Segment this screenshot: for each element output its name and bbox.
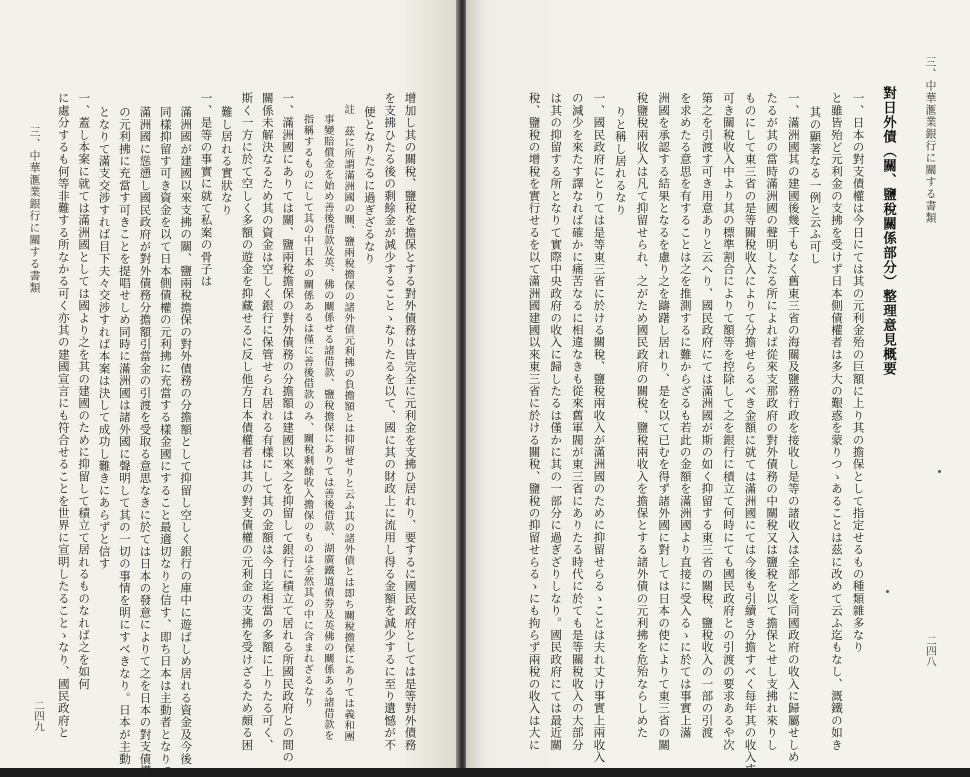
right-text-column: 其の顯著なる一例と云ふ可し	[808, 106, 823, 265]
left-note-column: 事變賠償金を始め善後借款及英、佛の關係せる諸借款、鹽稅擔保にありては善後借款、湖廣鐵道債券及英佛の關係ある諸借款を	[321, 114, 334, 741]
right-text-column: 稅、鹽稅の增稅を實行せるを以て滿洲國建國以來東三省に於ける關稅、鹽稅の抑留せらるゝにも拘らず兩稅の收入は大に	[527, 92, 542, 751]
left-text-column: に處分するも何等非難する所なかる可く亦其の建國宣言にも符合せることを世界に宣明したることゝなり、國民政府と	[56, 92, 71, 739]
left-note-column: 指稱するものにして其の中日本の關係あるは僅に善後借款のみ、關稅剩餘收入擔保のものは全然其の中に含まれざるなり	[301, 114, 314, 708]
left-page	[0, 0, 458, 777]
left-text-column: 斯く一方に於て空しく多額の遊金を抑藏せるに反し他方日本債權者は其の對支債權の元利金の支拂を受けざるため頗る困	[240, 92, 255, 751]
document-heading: 對日外債（關、鹽稅關係部分）整理意見概要	[880, 86, 896, 376]
left-text-column: 一、滿洲國にありては關、鹽兩稅擔保の對外債務の分擔額は建國以來之を抑留して銀行に積立て居れる所國民政府との間の	[281, 92, 296, 763]
right-text-column: ものにして東三省の是等關稅收入によりて分擔せらるべき金額に就ては滿洲國にては今後も引續き分擔すべく每年其の收入す	[743, 92, 758, 776]
left-text-column: 難し居れる實狀なり	[219, 106, 234, 216]
right-text-column: を求めたる意思を有することは之を推測するに難からざるも若此の金額を滿洲國より直接に受入るゝに於ては事實上滿	[678, 92, 693, 739]
left-text-column: となりて滿支交涉すれば目下夫々交涉すれば本案は決して成功し難きにあらずと信す	[97, 106, 112, 570]
right-text-column: と雖皆殆ど元利金の支拂を受けず日本側債權者は多大の艱惑を蒙りつゝあることは茲に改めて云ふ迄もなし、溉鐵の如き	[829, 92, 844, 751]
left-note-column: 註 茲に所謂滿洲國の關、鹽兩稅擔保の諸外債元利拂の負擔額とは抑留せりと云ふ其の諸外債とは即ち關稅擔保にありては義和團	[342, 104, 355, 742]
right-text-column: は其の抑留する所となりて實際中央政府の收入に歸したるは僅かに其の一部分に過ぎざりしなり。國民政府にては最近關	[549, 92, 564, 751]
scan-speck	[938, 470, 941, 473]
left-text-column: 滿洲國が建國以來支拂の關、鹽兩稅擔保の對外債務の分擔額として抑留し空しく銀行の庫中に遊ばしめ居れる資金及今後	[179, 106, 194, 765]
right-text-column: 第之を引渡す可き用意ありと云へり、國民政府にては滿洲國が斯の如く抑留する東三省の關稅、鹽稅收入の一部の引渡	[700, 92, 715, 739]
left-folio: 二四九	[33, 700, 45, 732]
right-text-column: 一、滿洲國其の建國後幾千もなく舊東三省の海關及鹽務行政を接收し是等の諸收入は全部之を同國政府の收入に歸屬せしめ	[786, 92, 801, 763]
right-text-column: の減少を來たす譯なれば確かに痛苦なるに相違なきも從來舊軍閥が東三省にありたる時代に於ても是等關稅收入の大部分	[570, 92, 585, 751]
right-running-head: 三、中華滙業銀行に關する書類	[924, 56, 937, 224]
left-text-column: の元利拂に充當す可きことを提唱せしめ同時に滿洲國は諸外國に聲明して其の一切の事情を明にすべきなり。日本が主動	[117, 106, 132, 765]
left-running-head: 三、中華滙業銀行に關する書類	[28, 126, 41, 294]
left-text-column: 同樣抑留す可き資金を以て日本側債權の元利拂に充當する樣金國にすること最適切なりと信す、即ち日本は主動者となりて	[158, 106, 173, 777]
left-text-column: 關係未解決なるため其の資金は空しく銀行に保管せられ居れる有樣にして其の金額は今日迄相當の多額に上りたる可く、	[260, 92, 275, 751]
left-text-column: 增加し其の關稅、鹽稅を擔保とする對外債務は皆完全に元利金を支拂ひ居れり、要するに國民政府としては是等對外債務	[403, 92, 418, 751]
right-text-column: 可き關稅收入中より其の標準割合によりて額等を控除して之を銀行に積立て何時にても國民政府との引渡の要求あるや次	[721, 92, 736, 751]
left-text-column: 滿洲國に慫慂し國民政府が對外債務分擔額引當金の引渡を受取る意思なきに於ては日本の發意によりて之を日本の對支債權	[138, 106, 153, 777]
right-text-column: 一、國民政府にとりては是等東三省に於ける關稅、鹽稅兩收入が滿洲國のために抑留せらるゝことは夫れ丈け事實上兩收入	[592, 92, 607, 763]
right-text-column: 一、日本の對支債權は今日にては其の元利金殆の巨額に上り其の擔保として指定せるもの種類雜多なり	[851, 92, 866, 654]
right-text-column: 洲國を承認する結果となるを慮り之を躊躇し居れり、是を以て已むを得ず諸外國に對しては日本の使によりて東三省の關	[657, 92, 672, 751]
right-text-column: たるが其の當時滿洲國の聲明したる所によれば從來支那政府の對外債務の中關稅又は鹽稅を以て擔保とせし支拂れ來りし	[765, 92, 780, 751]
right-folio: 二四八	[925, 635, 937, 667]
right-text-column: 稅鹽稅兩收入は凡て抑留せられ、之がため國民政府の關稅、鹽稅兩收入を擔保とする諸外債の元利拂を危殆ならしめた	[635, 92, 650, 739]
right-text-column: りと稱し居れるなり	[613, 106, 628, 216]
left-text-column: を支拂ひたる後の剩餘金が減少することゝなりたるを以て、國に其の財政上に流用し得る金額を減少するに至り遺憾が不	[383, 92, 398, 751]
left-text-column: 一、是等の事實に就て私案の骨子は	[199, 92, 214, 288]
scan-speck	[886, 590, 889, 593]
left-text-column: 便となりたるに過ぎざるなり	[362, 106, 377, 265]
left-text-column: 一、蓋し本案に就ては滿洲國としては國より之を其の建國のために抑留して積立て居れるものなれば之を如何	[77, 92, 92, 690]
right-page	[466, 0, 970, 776]
